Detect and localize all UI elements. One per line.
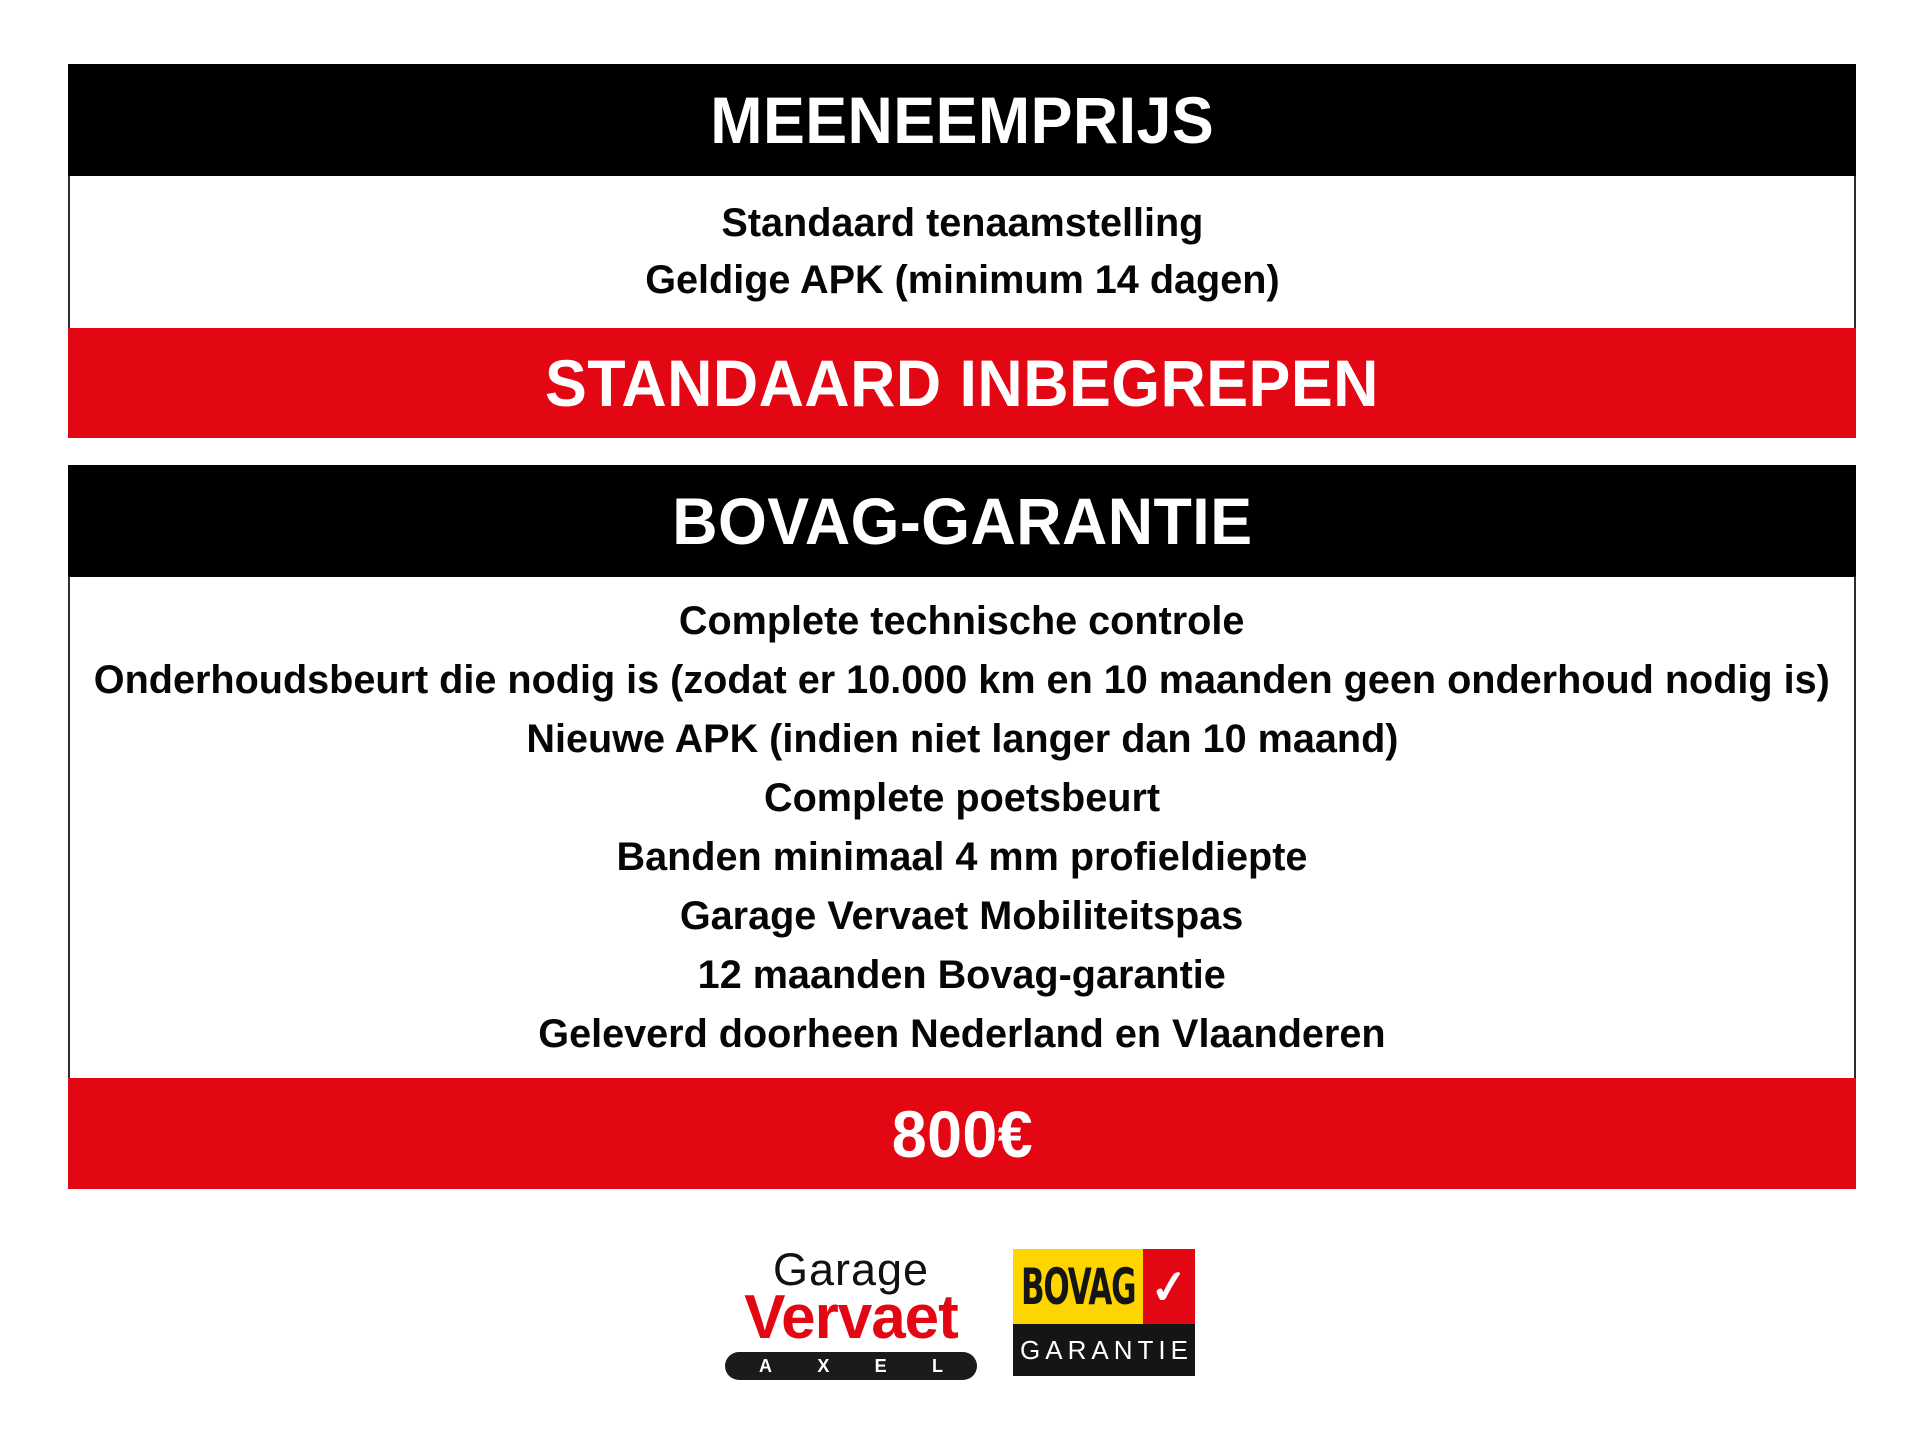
bovag-logo-garantie-text: GARANTIE — [1020, 1334, 1193, 1365]
bovag-list-item: Complete technische controle — [679, 598, 1245, 643]
meeneemprijs-header-bar — [68, 64, 1856, 176]
bovag-list-item: Complete poetsbeurt — [763, 775, 1161, 820]
meeneemprijs-body — [68, 176, 1856, 328]
meeneemprijs-line: Geldige APK (minimum 14 dagen) — [644, 258, 1280, 302]
axel-badge-letter: E — [874, 1356, 887, 1376]
panel-gap — [68, 438, 1856, 465]
meeneemprijs-line: Standaard tenaamstelling — [721, 201, 1203, 245]
bovag-list-item: 12 maanden Bovag-garantie — [697, 952, 1227, 997]
price-bar — [68, 1078, 1856, 1189]
bovag-logo-red-box — [1143, 1249, 1195, 1324]
vervaet-logo-name-text: Vervaet — [744, 1283, 958, 1352]
bovag-garantie-panel — [68, 465, 1856, 1189]
bovag-list-item: Onderhoudsbeurt die nodig is (zodat er 10.000 km en 10 maanden geen onderhoud nodig is) — [93, 657, 1831, 702]
bovag-list-item: Geleverd doorheen Nederland en Vlaanderen — [538, 1011, 1386, 1056]
bovag-garantie-header-bar — [68, 465, 1856, 577]
bovag-logo-yellow-box — [1013, 1249, 1143, 1324]
axel-badge — [725, 1352, 977, 1380]
bovag-logo-brand-text: BOVAG — [1020, 1257, 1136, 1316]
bovag-garantie-title: BOVAG-GARANTIE — [671, 484, 1253, 558]
vervaet-logo-garage-text: Garage — [772, 1244, 930, 1295]
bovag-garantie-logo — [1013, 1249, 1195, 1376]
axel-badge-letter: L — [931, 1356, 943, 1376]
bovag-list-item: Nieuwe APK (indien niet langer dan 10 maand) — [525, 716, 1399, 761]
bovag-logo-garantie-bar — [1013, 1324, 1195, 1376]
footer-logos — [0, 1244, 1920, 1380]
axel-badge-letter: X — [817, 1356, 830, 1376]
checkmark-icon: ✓ — [1147, 1258, 1191, 1315]
price-value: 800€ — [891, 1096, 1033, 1171]
meeneemprijs-title: MEENEEMPRIJS — [710, 83, 1214, 157]
axel-badge-letter: A — [759, 1356, 772, 1376]
bovag-logo-top-row — [1013, 1249, 1195, 1324]
garage-vervaet-logo — [725, 1244, 977, 1380]
flyer — [68, 64, 1856, 1189]
bovag-list-item: Banden minimaal 4 mm profieldiepte — [616, 834, 1308, 879]
standaard-inbegrepen-title: STANDAARD INBEGREPEN — [545, 346, 1379, 420]
bovag-list-item: Garage Vervaet Mobiliteitspas — [680, 893, 1244, 938]
standaard-inbegrepen-bar — [68, 328, 1856, 438]
bovag-garantie-body — [68, 577, 1856, 1078]
meeneemprijs-panel — [68, 64, 1856, 438]
